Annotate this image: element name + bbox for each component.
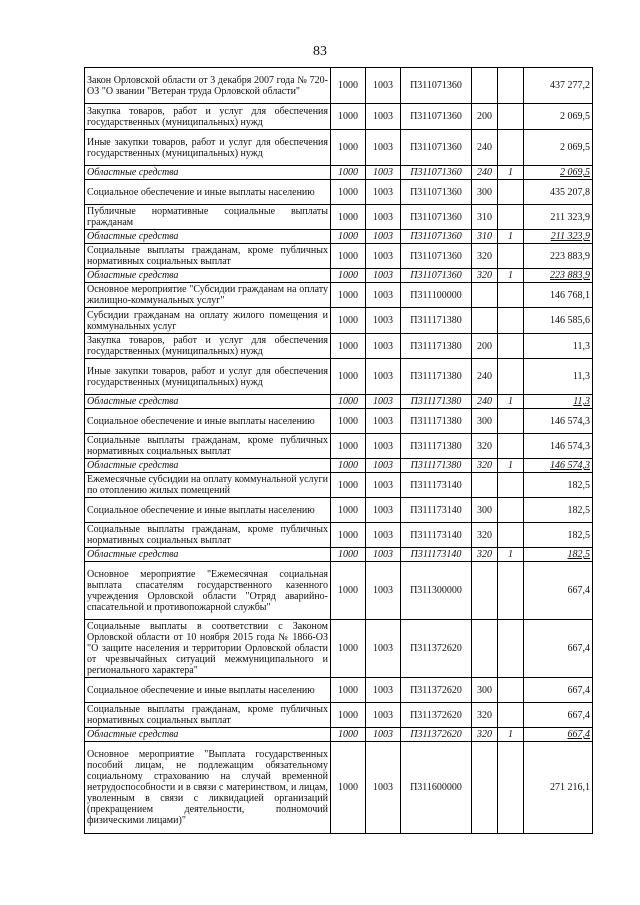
- section-code-cell: 1000: [331, 434, 366, 459]
- section-code-cell: 1000: [331, 523, 366, 548]
- amount-cell: 271 216,1: [524, 742, 593, 834]
- table-row: [85, 104, 593, 130]
- table-row: [85, 473, 593, 498]
- expense-type-cell: 320: [472, 728, 498, 742]
- target-article-cell: П311171380: [401, 359, 472, 395]
- row-name-cell: Публичные нормативные социальные выплаты гражданам: [85, 205, 331, 230]
- target-article-cell: П311071360: [401, 68, 472, 104]
- section-code-cell: 1000: [331, 409, 366, 434]
- expense-type-cell: 310: [472, 205, 498, 230]
- amount-cell: 211 323,9: [524, 205, 593, 230]
- section-code-cell: 1000: [331, 395, 366, 409]
- section-code-cell: 1000: [331, 678, 366, 703]
- funding-source-cell: [498, 434, 524, 459]
- expense-type-cell: [472, 473, 498, 498]
- target-article-cell: П311372620: [401, 678, 472, 703]
- table-row: [85, 562, 593, 620]
- budget-table-body: [85, 68, 593, 834]
- target-article-cell: П311071360: [401, 269, 472, 283]
- amount-cell: 437 277,2: [524, 68, 593, 104]
- amount-cell: 2 069,5: [524, 104, 593, 130]
- expense-type-cell: 300: [472, 409, 498, 434]
- funding-source-cell: [498, 562, 524, 620]
- amount-cell: 182,5: [524, 498, 593, 523]
- target-article-cell: П311071360: [401, 205, 472, 230]
- funding-source-cell: [498, 244, 524, 269]
- subsection-code-cell: 1003: [366, 742, 401, 834]
- row-name-cell: Социальные выплаты гражданам, кроме публичных нормативных социальных выплат: [85, 244, 331, 269]
- funding-source-cell: 1: [498, 548, 524, 562]
- expense-type-cell: [472, 620, 498, 678]
- funding-source-cell: [498, 620, 524, 678]
- subsection-code-cell: 1003: [366, 473, 401, 498]
- amount-cell: 2 069,5: [524, 166, 593, 180]
- funding-source-cell: 1: [498, 728, 524, 742]
- target-article-cell: П311171380: [401, 434, 472, 459]
- section-code-cell: 1000: [331, 269, 366, 283]
- subsection-code-cell: 1003: [366, 562, 401, 620]
- amount-cell: 435 207,8: [524, 180, 593, 205]
- amount-cell: 223 883,9: [524, 244, 593, 269]
- expense-type-cell: 320: [472, 434, 498, 459]
- funding-source-cell: [498, 205, 524, 230]
- funding-source-cell: [498, 473, 524, 498]
- row-name-cell: Социальные выплаты гражданам, кроме публичных нормативных социальных выплат: [85, 703, 331, 728]
- table-row: [85, 523, 593, 548]
- row-name-cell: Субсидии гражданам на оплату жилого помещения и коммунальных услуг: [85, 308, 331, 334]
- expense-type-cell: 320: [472, 244, 498, 269]
- table-row: [85, 308, 593, 334]
- expense-type-cell: 300: [472, 180, 498, 205]
- table-row: [85, 180, 593, 205]
- row-name-cell: Основное мероприятие "Выплата государственных пособий лицам, не подлежащим обязательному социальному страхованию на случай временной нетрудоспособности и в связи с материнством, и лицам, уволенным в связи с ликвидацией организаций (прекращением деятельности, полномочий физическими лицами)": [85, 742, 331, 834]
- funding-source-cell: 1: [498, 459, 524, 473]
- subsection-code-cell: 1003: [366, 703, 401, 728]
- section-code-cell: 1000: [331, 244, 366, 269]
- row-name-cell: Областные средства: [85, 166, 331, 180]
- row-name-cell: Социальные выплаты гражданам, кроме публичных нормативных социальных выплат: [85, 523, 331, 548]
- expense-type-cell: [472, 283, 498, 308]
- subsection-code-cell: 1003: [366, 409, 401, 434]
- table-row: [85, 230, 593, 244]
- subsection-code-cell: 1003: [366, 678, 401, 703]
- expense-type-cell: 240: [472, 359, 498, 395]
- row-name-cell: Областные средства: [85, 395, 331, 409]
- subsection-code-cell: 1003: [366, 459, 401, 473]
- row-name-cell: Социальное обеспечение и иные выплаты населению: [85, 498, 331, 523]
- amount-cell: 667,4: [524, 703, 593, 728]
- row-name-cell: Закон Орловской области от 3 декабря 2007 года № 720-ОЗ "О звании "Ветеран труда Орловской области": [85, 68, 331, 104]
- funding-source-cell: [498, 334, 524, 359]
- section-code-cell: 1000: [331, 548, 366, 562]
- row-name-cell: Ежемесячные субсидии на оплату коммунальной услуги по отоплению жилых помещений: [85, 473, 331, 498]
- expense-type-cell: 320: [472, 459, 498, 473]
- expense-type-cell: [472, 562, 498, 620]
- target-article-cell: П311071360: [401, 244, 472, 269]
- table-row: [85, 359, 593, 395]
- row-name-cell: Социальное обеспечение и иные выплаты населению: [85, 678, 331, 703]
- funding-source-cell: [498, 68, 524, 104]
- subsection-code-cell: 1003: [366, 180, 401, 205]
- section-code-cell: 1000: [331, 498, 366, 523]
- funding-source-cell: [498, 742, 524, 834]
- table-row: [85, 205, 593, 230]
- table-row: [85, 459, 593, 473]
- amount-cell: 146 585,6: [524, 308, 593, 334]
- subsection-code-cell: 1003: [366, 620, 401, 678]
- target-article-cell: П311171380: [401, 395, 472, 409]
- row-name-cell: Областные средства: [85, 548, 331, 562]
- amount-cell: 11,3: [524, 395, 593, 409]
- subsection-code-cell: 1003: [366, 359, 401, 395]
- section-code-cell: 1000: [331, 230, 366, 244]
- amount-cell: 146 574,3: [524, 459, 593, 473]
- target-article-cell: П311071360: [401, 104, 472, 130]
- expense-type-cell: 200: [472, 104, 498, 130]
- subsection-code-cell: 1003: [366, 205, 401, 230]
- row-name-cell: Областные средства: [85, 269, 331, 283]
- amount-cell: 11,3: [524, 334, 593, 359]
- subsection-code-cell: 1003: [366, 130, 401, 166]
- funding-source-cell: 1: [498, 269, 524, 283]
- amount-cell: 11,3: [524, 359, 593, 395]
- expense-type-cell: 320: [472, 548, 498, 562]
- subsection-code-cell: 1003: [366, 523, 401, 548]
- amount-cell: 146 574,3: [524, 434, 593, 459]
- subsection-code-cell: 1003: [366, 244, 401, 269]
- table-row: [85, 395, 593, 409]
- row-name-cell: Областные средства: [85, 728, 331, 742]
- expense-type-cell: 240: [472, 166, 498, 180]
- target-article-cell: П311171380: [401, 308, 472, 334]
- amount-cell: 146 768,1: [524, 283, 593, 308]
- target-article-cell: П311600000: [401, 742, 472, 834]
- target-article-cell: П311071360: [401, 130, 472, 166]
- table-row: [85, 130, 593, 166]
- table-row: [85, 166, 593, 180]
- target-article-cell: П311173140: [401, 523, 472, 548]
- target-article-cell: П311071360: [401, 230, 472, 244]
- subsection-code-cell: 1003: [366, 68, 401, 104]
- row-name-cell: Социальные выплаты гражданам, кроме публичных нормативных социальных выплат: [85, 434, 331, 459]
- expense-type-cell: 320: [472, 523, 498, 548]
- expense-type-cell: 320: [472, 269, 498, 283]
- target-article-cell: П311171380: [401, 459, 472, 473]
- target-article-cell: П311300000: [401, 562, 472, 620]
- target-article-cell: П311372620: [401, 728, 472, 742]
- target-article-cell: П311100000: [401, 283, 472, 308]
- row-name-cell: Социальное обеспечение и иные выплаты населению: [85, 180, 331, 205]
- amount-cell: 182,5: [524, 473, 593, 498]
- subsection-code-cell: 1003: [366, 166, 401, 180]
- funding-source-cell: [498, 130, 524, 166]
- section-code-cell: 1000: [331, 728, 366, 742]
- target-article-cell: П311173140: [401, 498, 472, 523]
- expense-type-cell: 310: [472, 230, 498, 244]
- section-code-cell: 1000: [331, 334, 366, 359]
- amount-cell: 182,5: [524, 523, 593, 548]
- target-article-cell: П311372620: [401, 620, 472, 678]
- target-article-cell: П311071360: [401, 166, 472, 180]
- table-row: [85, 728, 593, 742]
- subsection-code-cell: 1003: [366, 334, 401, 359]
- target-article-cell: П311071360: [401, 180, 472, 205]
- section-code-cell: 1000: [331, 130, 366, 166]
- subsection-code-cell: 1003: [366, 230, 401, 244]
- row-name-cell: Иные закупки товаров, работ и услуг для обеспечения государственных (муниципальных) нужд: [85, 130, 331, 166]
- expense-type-cell: 300: [472, 498, 498, 523]
- expense-type-cell: [472, 308, 498, 334]
- amount-cell: 2 069,5: [524, 130, 593, 166]
- funding-source-cell: [498, 180, 524, 205]
- table-row: [85, 334, 593, 359]
- expense-type-cell: 320: [472, 703, 498, 728]
- funding-source-cell: 1: [498, 395, 524, 409]
- amount-cell: 667,4: [524, 678, 593, 703]
- target-article-cell: П311171380: [401, 334, 472, 359]
- funding-source-cell: [498, 678, 524, 703]
- table-row: [85, 620, 593, 678]
- subsection-code-cell: 1003: [366, 548, 401, 562]
- expense-type-cell: 240: [472, 395, 498, 409]
- table-row: [85, 68, 593, 104]
- section-code-cell: 1000: [331, 205, 366, 230]
- subsection-code-cell: 1003: [366, 269, 401, 283]
- subsection-code-cell: 1003: [366, 498, 401, 523]
- amount-cell: 667,4: [524, 728, 593, 742]
- funding-source-cell: [498, 359, 524, 395]
- section-code-cell: 1000: [331, 283, 366, 308]
- funding-source-cell: [498, 703, 524, 728]
- target-article-cell: П311173140: [401, 473, 472, 498]
- funding-source-cell: [498, 104, 524, 130]
- funding-source-cell: [498, 308, 524, 334]
- table-row: [85, 409, 593, 434]
- subsection-code-cell: 1003: [366, 283, 401, 308]
- table-row: [85, 434, 593, 459]
- row-name-cell: Закупка товаров, работ и услуг для обеспечения государственных (муниципальных) нужд: [85, 334, 331, 359]
- row-name-cell: Иные закупки товаров, работ и услуг для обеспечения государственных (муниципальных) нужд: [85, 359, 331, 395]
- row-name-cell: Закупка товаров, работ и услуг для обеспечения государственных (муниципальных) нужд: [85, 104, 331, 130]
- target-article-cell: П311173140: [401, 548, 472, 562]
- expense-type-cell: 200: [472, 334, 498, 359]
- amount-cell: 146 574,3: [524, 409, 593, 434]
- row-name-cell: Социальные выплаты в соответствии с Законом Орловской области от 10 ноября 2015 года № 1866-ОЗ "О защите населения и территории Орловской области от чрезвычайных ситуаций межмуниципального и регионального характера": [85, 620, 331, 678]
- table-row: [85, 742, 593, 834]
- section-code-cell: 1000: [331, 68, 366, 104]
- section-code-cell: 1000: [331, 459, 366, 473]
- funding-source-cell: [498, 523, 524, 548]
- amount-cell: 211 323,9: [524, 230, 593, 244]
- table-row: [85, 244, 593, 269]
- page-number: 83: [313, 44, 327, 59]
- funding-source-cell: 1: [498, 166, 524, 180]
- target-article-cell: П311171380: [401, 409, 472, 434]
- row-name-cell: Социальное обеспечение и иные выплаты населению: [85, 409, 331, 434]
- funding-source-cell: 1: [498, 230, 524, 244]
- section-code-cell: 1000: [331, 180, 366, 205]
- row-name-cell: Основное мероприятие "Ежемесячная социальная выплата спасателям государственного казенного учреждения Орловской области "Отряд аварийно-спасательной и противопожарной службы": [85, 562, 331, 620]
- table-row: [85, 269, 593, 283]
- section-code-cell: 1000: [331, 742, 366, 834]
- expense-type-cell: [472, 742, 498, 834]
- section-code-cell: 1000: [331, 359, 366, 395]
- section-code-cell: 1000: [331, 473, 366, 498]
- subsection-code-cell: 1003: [366, 434, 401, 459]
- amount-cell: 667,4: [524, 620, 593, 678]
- row-name-cell: Областные средства: [85, 459, 331, 473]
- section-code-cell: 1000: [331, 620, 366, 678]
- subsection-code-cell: 1003: [366, 395, 401, 409]
- section-code-cell: 1000: [331, 562, 366, 620]
- budget-table: [84, 67, 593, 834]
- section-code-cell: 1000: [331, 104, 366, 130]
- funding-source-cell: [498, 498, 524, 523]
- amount-cell: 223 883,9: [524, 269, 593, 283]
- expense-type-cell: [472, 68, 498, 104]
- funding-source-cell: [498, 283, 524, 308]
- table-row: [85, 498, 593, 523]
- expense-type-cell: 240: [472, 130, 498, 166]
- subsection-code-cell: 1003: [366, 308, 401, 334]
- subsection-code-cell: 1003: [366, 728, 401, 742]
- row-name-cell: Основное мероприятие "Субсидии гражданам на оплату жилищно-коммунальных услуг": [85, 283, 331, 308]
- table-row: [85, 678, 593, 703]
- table-row: [85, 548, 593, 562]
- funding-source-cell: [498, 409, 524, 434]
- subsection-code-cell: 1003: [366, 104, 401, 130]
- table-row: [85, 283, 593, 308]
- amount-cell: 667,4: [524, 562, 593, 620]
- section-code-cell: 1000: [331, 703, 366, 728]
- row-name-cell: Областные средства: [85, 230, 331, 244]
- target-article-cell: П311372620: [401, 703, 472, 728]
- table-row: [85, 703, 593, 728]
- section-code-cell: 1000: [331, 308, 366, 334]
- expense-type-cell: 300: [472, 678, 498, 703]
- amount-cell: 182,5: [524, 548, 593, 562]
- section-code-cell: 1000: [331, 166, 366, 180]
